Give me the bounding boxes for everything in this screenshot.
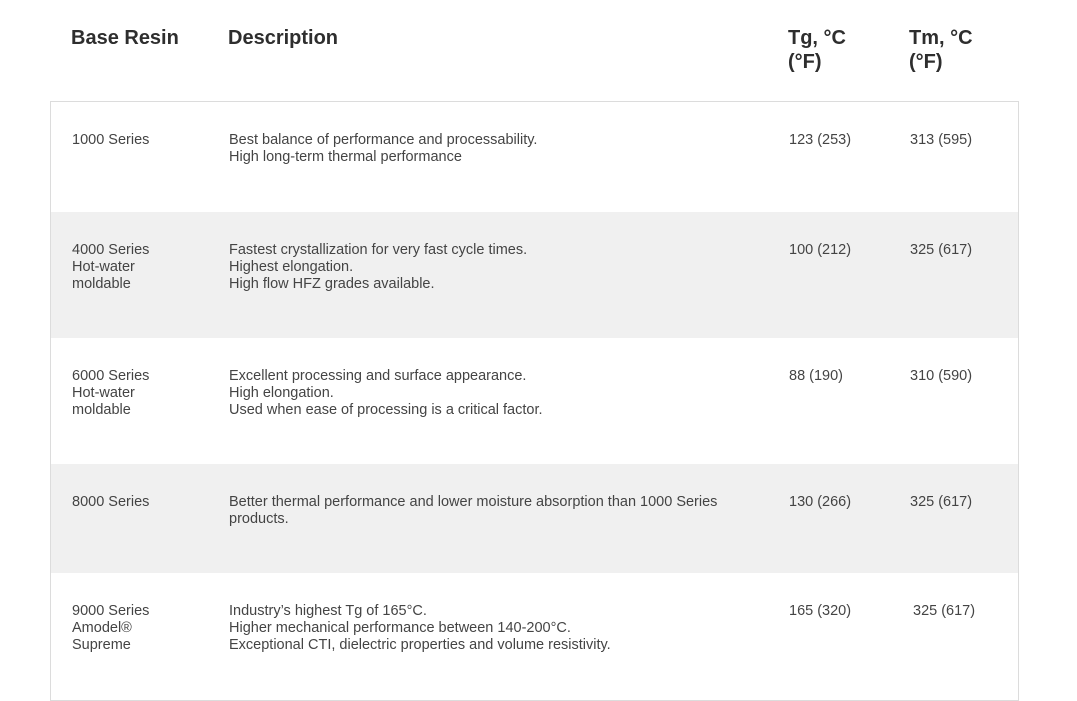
header-tm-line-2: (°F) (909, 51, 943, 73)
header-tg-line-1: Tg, °C (788, 27, 846, 49)
description-line: Highest elongation. (229, 259, 354, 275)
table-row (51, 102, 1018, 212)
description-cell (229, 603, 749, 654)
table-body (50, 101, 1019, 701)
tg-cell: 88 (190) (789, 368, 844, 384)
description-line: Excellent processing and surface appearance. (229, 368, 527, 384)
tm-cell: 325 (617) (910, 242, 973, 258)
tg-cell: 165 (320) (789, 603, 852, 619)
table-header-row (50, 0, 1018, 101)
resin-cell (72, 368, 222, 419)
resin-line: Amodel® (72, 620, 132, 636)
resin-line: 1000 Series (72, 132, 150, 148)
description-line: High elongation. (229, 385, 334, 401)
description-line: High long-term thermal performance (229, 149, 462, 165)
resin-cell (72, 494, 222, 511)
tg-cell: 123 (253) (789, 132, 852, 148)
tm-cell: 325 (617) (910, 494, 973, 510)
resin-line: 9000 Series (72, 603, 150, 619)
resin-line: Supreme (72, 637, 131, 653)
tg-cell: 130 (266) (789, 494, 852, 510)
table-row (51, 338, 1018, 464)
description-line: High flow HFZ grades available. (229, 276, 435, 292)
table-row (51, 212, 1018, 338)
header-tg (788, 26, 898, 74)
description-cell (229, 132, 749, 166)
resin-line: 8000 Series (72, 494, 150, 510)
resin-line: moldable (72, 276, 131, 292)
resin-line: 6000 Series (72, 368, 150, 384)
resin-cell (72, 132, 222, 149)
header-tg-line-2: (°F) (788, 51, 822, 73)
header-tm-line-1: Tm, °C (909, 27, 973, 49)
description-line: Used when ease of processing is a critical factor. (229, 402, 543, 418)
resin-line: Hot-water (72, 259, 135, 275)
description-line: Exceptional CTI, dielectric properties and volume resistivity. (229, 637, 611, 653)
resin-properties-table (50, 0, 1018, 701)
tm-cell: 313 (595) (910, 132, 973, 148)
header-base-resin: Base Resin (71, 27, 179, 49)
description-cell (229, 242, 749, 293)
table-row (51, 573, 1018, 700)
description-line: Industry’s highest Tg of 165°C. (229, 603, 427, 619)
description-line: Higher mechanical performance between 140-200°C. (229, 620, 571, 636)
tm-cell: 325 (617) (913, 603, 976, 619)
description-cell (229, 494, 749, 528)
resin-line: Hot-water (72, 385, 135, 401)
tg-cell: 100 (212) (789, 242, 852, 258)
resin-cell (72, 603, 222, 654)
description-line: Best balance of performance and processability. (229, 132, 538, 148)
description-line: Fastest crystallization for very fast cycle times. (229, 242, 528, 258)
header-tm (909, 26, 1019, 74)
description-line: Better thermal performance and lower moisture absorption than 1000 Series products. (229, 494, 718, 527)
resin-line: 4000 Series (72, 242, 150, 258)
table-row (51, 464, 1018, 573)
resin-cell (72, 242, 222, 293)
tm-cell: 310 (590) (910, 368, 973, 384)
resin-line: moldable (72, 402, 131, 418)
description-cell (229, 368, 749, 419)
header-description: Description (228, 27, 339, 49)
